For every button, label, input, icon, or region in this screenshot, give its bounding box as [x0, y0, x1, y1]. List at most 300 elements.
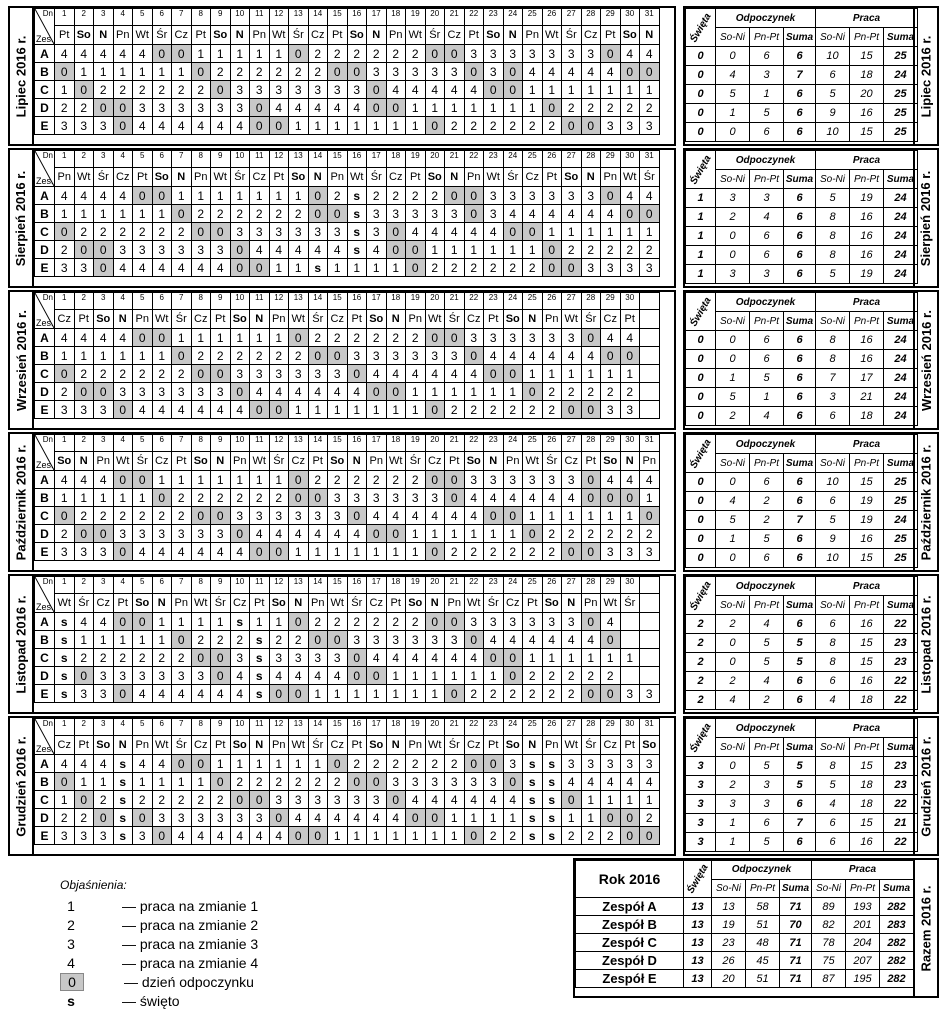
shift-cell: 2	[581, 667, 601, 685]
weekday-cell: Śr	[172, 310, 192, 329]
shift-cell: 1	[484, 525, 504, 543]
shift-cell: 2	[211, 205, 231, 223]
summary-pr_soni: 3	[816, 388, 850, 407]
summary-pr_suma: 25	[884, 492, 918, 511]
weekday-cell: N	[523, 310, 543, 329]
summary-row	[686, 350, 918, 369]
subheader-so_ni: So-Ni	[816, 454, 850, 473]
weekday-cell: Pn	[601, 168, 621, 187]
summary-odp_soni: 5	[716, 511, 750, 530]
shift-cell: 1	[152, 631, 172, 649]
team-label: C	[35, 507, 55, 525]
weekday-cell: Śr	[133, 452, 153, 471]
weekday-cell: Pt	[386, 594, 406, 613]
summary-pr_soni: 6	[816, 814, 850, 833]
year-team-name: Zespół C	[576, 934, 684, 952]
shift-cell: 0	[484, 755, 504, 773]
weekday-cell: Śr	[620, 594, 640, 613]
subheader-suma: Suma	[784, 738, 816, 757]
day-number: 29	[601, 293, 621, 310]
shift-cell: 1	[445, 99, 465, 117]
shift-cell: 2	[230, 63, 250, 81]
subheader-so_ni: So-Ni	[816, 312, 850, 331]
shift-cell: 4	[55, 187, 75, 205]
shift-cell: 1	[386, 543, 406, 561]
corner-cell	[35, 435, 55, 471]
month-table	[34, 576, 660, 703]
shift-cell: 1	[328, 543, 348, 561]
shift-cell: 1	[581, 791, 601, 809]
shift-cell: 1	[347, 401, 367, 419]
summary-odp_pnpt: 6	[750, 246, 784, 265]
summary-odp_suma: 5	[784, 776, 816, 795]
month-label-text: Grudzień 2016 r.	[918, 735, 934, 837]
shift-cell: 1	[308, 401, 328, 419]
shift-cell: 1	[464, 525, 484, 543]
shift-cell: 1	[445, 827, 465, 845]
day-number	[640, 577, 660, 594]
shift-cell: 1	[347, 543, 367, 561]
year-pr_soni: 82	[812, 916, 846, 934]
shift-cell: 1	[601, 365, 621, 383]
subheader-pn_pt: Pn-Pt	[750, 28, 784, 47]
team-row	[35, 827, 660, 845]
shift-cell: 4	[152, 543, 172, 561]
shift-cell: 0	[542, 241, 562, 259]
weekday-cell: Wt	[406, 26, 426, 45]
summary-subheader	[686, 596, 918, 615]
shift-cell: 4	[503, 347, 523, 365]
summary-odp_pnpt: 3	[750, 795, 784, 814]
shift-cell: 0	[542, 99, 562, 117]
shift-cell: 3	[484, 773, 504, 791]
shift-cell: 4	[445, 365, 465, 383]
shift-cell: 1	[172, 773, 192, 791]
shift-cell: 0	[503, 63, 523, 81]
shift-cell: 0	[581, 401, 601, 419]
shift-cell: 3	[406, 489, 426, 507]
summary-row	[686, 246, 918, 265]
shift-cell: 0	[562, 117, 582, 135]
shift-cell: 2	[601, 667, 621, 685]
day-number-row	[35, 719, 660, 736]
shift-cell: 3	[386, 631, 406, 649]
shift-cell: 1	[113, 63, 133, 81]
shift-cell: 1	[542, 365, 562, 383]
shift-cell: 2	[308, 329, 328, 347]
legend-text: — święto	[122, 992, 180, 1009]
shift-cell: 0	[133, 471, 153, 489]
shift-cell: 1	[172, 471, 192, 489]
day-number: 16	[347, 435, 367, 452]
shift-cell: 0	[640, 205, 660, 223]
shift-cell: 0	[74, 383, 94, 401]
summary-odp_suma: 6	[784, 331, 816, 350]
summary-odp_soni: 0	[716, 473, 750, 492]
summary-pr_pnpt: 15	[850, 757, 884, 776]
summary-pr_suma: 23	[884, 634, 918, 653]
weekday-cell: Pn	[308, 594, 328, 613]
shift-cell: 2	[640, 809, 660, 827]
shift-cell: s	[523, 809, 543, 827]
shift-cell: 2	[74, 365, 94, 383]
summary-pr_soni: 10	[816, 549, 850, 568]
shift-cell: 0	[172, 631, 192, 649]
weekday-cell	[640, 594, 660, 613]
shift-cell: 1	[464, 241, 484, 259]
shift-cell: 0	[464, 631, 484, 649]
shift-cell: 1	[133, 631, 153, 649]
year-header	[576, 861, 914, 880]
summary-table	[685, 718, 918, 852]
shift-cell: 3	[211, 525, 231, 543]
shift-cell: s	[55, 613, 75, 631]
year-pr_soni: 89	[812, 898, 846, 916]
shift-cell: 3	[562, 755, 582, 773]
shift-cell: 4	[406, 365, 426, 383]
shift-cell: 2	[601, 827, 621, 845]
shift-cell: 1	[191, 187, 211, 205]
shift-cell: 2	[601, 525, 621, 543]
shift-cell: s	[250, 685, 270, 703]
shift-cell: 4	[152, 755, 172, 773]
shift-cell: s	[230, 613, 250, 631]
weekday-cell: N	[94, 26, 114, 45]
odpoczynek-header: Odpoczynek	[716, 293, 816, 312]
day-number: 22	[464, 719, 484, 736]
shift-cell: 1	[367, 259, 387, 277]
shift-cell: 3	[367, 489, 387, 507]
summary-table	[685, 292, 918, 426]
shift-cell: 3	[230, 809, 250, 827]
shift-cell: 1	[484, 809, 504, 827]
shift-cell: 4	[562, 63, 582, 81]
team-row	[35, 525, 660, 543]
shift-cell: 4	[230, 543, 250, 561]
shift-cell: 1	[55, 489, 75, 507]
shift-cell: s	[55, 667, 75, 685]
shift-cell: 2	[172, 81, 192, 99]
shift-cell: 4	[620, 471, 640, 489]
day-number: 28	[581, 293, 601, 310]
shift-cell: 0	[94, 525, 114, 543]
day-number: 6	[152, 151, 172, 168]
shift-cell: 2	[386, 471, 406, 489]
shift-cell: 2	[172, 489, 192, 507]
shift-cell: 0	[581, 117, 601, 135]
shift-cell: 0	[367, 99, 387, 117]
shift-cell: 1	[406, 667, 426, 685]
day-number: 16	[347, 719, 367, 736]
shift-cell: 4	[269, 383, 289, 401]
shift-cell: 1	[406, 99, 426, 117]
shift-cell: s	[55, 631, 75, 649]
shift-cell: 4	[640, 187, 660, 205]
shift-cell: 2	[113, 649, 133, 667]
dn-label: Dn	[42, 577, 53, 586]
shift-cell: 1	[503, 525, 523, 543]
shift-cell: s	[308, 259, 328, 277]
shift-cell: 3	[503, 755, 523, 773]
shift-cell: 3	[230, 223, 250, 241]
summary-odp_pnpt: 2	[750, 511, 784, 530]
team-label: C	[35, 223, 55, 241]
shift-cell: 2	[542, 401, 562, 419]
shift-cell: 3	[581, 755, 601, 773]
weekday-cell: Śr	[347, 594, 367, 613]
weekday-cell: Pt	[250, 594, 270, 613]
shift-cell: 2	[484, 827, 504, 845]
team-row	[35, 755, 660, 773]
weekday-cell: Wt	[113, 452, 133, 471]
weekday-cell: So	[230, 736, 250, 755]
legend-symbol: 3	[67, 935, 75, 952]
shift-cell: 1	[328, 685, 348, 703]
shift-cell: 4	[406, 791, 426, 809]
month-summary	[683, 432, 939, 572]
shift-cell: 1	[328, 401, 348, 419]
shift-cell: 0	[55, 365, 75, 383]
weekday-cell: Cz	[601, 310, 621, 329]
year-pr_suma: 282	[880, 934, 914, 952]
summary-odp_soni: 0	[716, 549, 750, 568]
shift-cell: 4	[367, 507, 387, 525]
shift-cell: 1	[406, 401, 426, 419]
shift-cell: 0	[211, 507, 231, 525]
shift-cell: 0	[484, 365, 504, 383]
shift-cell: 4	[601, 63, 621, 81]
subheader-so_ni: So-Ni	[812, 879, 846, 898]
day-number: 11	[250, 435, 270, 452]
swieta-header-text: Święta	[687, 437, 714, 470]
weekday-cell: So	[211, 26, 231, 45]
summary-pr_pnpt: 15	[850, 814, 884, 833]
summary-pr_pnpt: 16	[850, 208, 884, 227]
summary-odp_soni: 3	[716, 795, 750, 814]
summary-row	[686, 511, 918, 530]
shift-cell: 0	[523, 525, 543, 543]
shift-cell: 4	[386, 649, 406, 667]
shift-cell: 1	[542, 223, 562, 241]
weekday-cell: Śr	[503, 168, 523, 187]
swieta-header	[684, 861, 712, 898]
day-number: 1	[55, 435, 75, 452]
shift-cell: 0	[269, 809, 289, 827]
day-number: 4	[113, 293, 133, 310]
shift-cell: 4	[620, 329, 640, 347]
shift-cell: 0	[94, 809, 114, 827]
day-number: 12	[269, 435, 289, 452]
shift-cell: 3	[347, 347, 367, 365]
shift-cell: 2	[113, 365, 133, 383]
summary-pr_soni: 8	[816, 208, 850, 227]
weekday-cell: Pt	[211, 736, 231, 755]
month-table	[34, 8, 660, 135]
day-number: 27	[562, 719, 582, 736]
shift-cell: 0	[113, 543, 133, 561]
month-summary	[683, 574, 939, 714]
shift-cell: 2	[523, 543, 543, 561]
legend-text: — praca na zmianie 1	[122, 897, 259, 914]
shift-cell: 1	[289, 187, 309, 205]
shift-cell: 3	[503, 329, 523, 347]
day-number: 10	[230, 719, 250, 736]
shift-cell: 1	[445, 525, 465, 543]
shift-cell: 4	[230, 827, 250, 845]
weekday-cell: Pt	[172, 452, 192, 471]
shift-cell: 0	[55, 223, 75, 241]
team-label: D	[35, 99, 55, 117]
shift-cell: 1	[406, 117, 426, 135]
shift-cell: 4	[601, 613, 621, 631]
praca-header: Praca	[816, 293, 918, 312]
shift-cell: 2	[74, 223, 94, 241]
day-number: 21	[445, 719, 465, 736]
shift-cell: 1	[425, 685, 445, 703]
day-number: 13	[289, 293, 309, 310]
shift-cell: 4	[191, 401, 211, 419]
shift-cell: 0	[191, 365, 211, 383]
summary-odp_suma: 6	[784, 691, 816, 710]
month-label	[10, 576, 34, 712]
shift-cell: 1	[191, 45, 211, 63]
shift-cell: 2	[152, 81, 172, 99]
summary-odp_pnpt: 3	[750, 265, 784, 284]
weekday-cell: N	[386, 310, 406, 329]
day-number: 27	[562, 577, 582, 594]
weekday-cell: Śr	[425, 26, 445, 45]
month-summary	[683, 148, 939, 288]
summary-header	[686, 9, 918, 28]
team-row	[35, 117, 660, 135]
shift-cell: 1	[347, 827, 367, 845]
summary-pr_pnpt: 16	[850, 833, 884, 852]
year-odp_suma: 71	[780, 970, 812, 988]
shift-cell: s	[113, 791, 133, 809]
day-number: 5	[133, 151, 153, 168]
shift-cell: 4	[386, 81, 406, 99]
shift-cell: 4	[464, 507, 484, 525]
shift-cell: 2	[211, 63, 231, 81]
summary-pr_pnpt: 16	[850, 246, 884, 265]
shift-cell: 3	[191, 383, 211, 401]
summary-odp_suma: 6	[784, 388, 816, 407]
summary-swieta: 0	[686, 104, 716, 123]
summary-pr_soni: 5	[816, 776, 850, 795]
shift-cell: 2	[542, 525, 562, 543]
shift-cell: 0	[425, 809, 445, 827]
summary-odp_suma: 6	[784, 208, 816, 227]
day-number: 24	[503, 577, 523, 594]
day-number: 12	[269, 293, 289, 310]
weekday-cell: Pt	[406, 168, 426, 187]
weekday-cell: Wt	[191, 594, 211, 613]
shift-cell: 2	[425, 187, 445, 205]
shift-cell: 3	[74, 685, 94, 703]
shift-cell: 3	[230, 649, 250, 667]
shift-cell: 0	[347, 507, 367, 525]
summary-swieta: 0	[686, 473, 716, 492]
shift-cell: 1	[269, 471, 289, 489]
day-number: 2	[74, 719, 94, 736]
weekday-cell: Pt	[445, 452, 465, 471]
shift-cell: 3	[269, 81, 289, 99]
shift-cell: 1	[425, 99, 445, 117]
summary-pr_soni: 8	[816, 653, 850, 672]
odpoczynek-header: Odpoczynek	[716, 9, 816, 28]
shift-cell: 0	[620, 63, 640, 81]
weekday-cell: So	[347, 26, 367, 45]
shift-cell: 2	[620, 241, 640, 259]
shift-cell: 1	[367, 401, 387, 419]
year-summary	[573, 858, 939, 998]
weekday-cell: Cz	[464, 736, 484, 755]
summary-pr_soni: 5	[816, 189, 850, 208]
shift-cell: 2	[191, 791, 211, 809]
shift-cell: 4	[133, 755, 153, 773]
shift-cell: 2	[640, 525, 660, 543]
summary-swieta: 0	[686, 369, 716, 388]
summary-odp_suma: 7	[784, 814, 816, 833]
shift-cell: 3	[191, 241, 211, 259]
day-number: 21	[445, 9, 465, 26]
team-label: D	[35, 383, 55, 401]
shift-cell: 3	[406, 347, 426, 365]
shift-cell	[620, 631, 640, 649]
weekday-cell: Pt	[620, 310, 640, 329]
shift-cell: 1	[152, 205, 172, 223]
weekday-cell: Pn	[230, 452, 250, 471]
month-label	[10, 718, 34, 854]
shift-cell: 0	[620, 827, 640, 845]
day-number	[640, 293, 660, 310]
day-number: 9	[211, 435, 231, 452]
shift-cell: 1	[94, 205, 114, 223]
shift-cell: 4	[74, 329, 94, 347]
shift-cell: 4	[133, 259, 153, 277]
year-team-row	[576, 916, 914, 934]
shift-cell: 0	[328, 347, 348, 365]
shift-cell: 1	[523, 507, 543, 525]
day-number: 1	[55, 151, 75, 168]
shift-cell: 1	[74, 205, 94, 223]
shift-cell: 0	[562, 259, 582, 277]
shift-cell: 1	[581, 223, 601, 241]
weekday-cell: Pt	[269, 168, 289, 187]
weekday-cell: So	[269, 594, 289, 613]
shift-cell: 0	[406, 241, 426, 259]
team-label: C	[35, 365, 55, 383]
shift-cell: 0	[94, 383, 114, 401]
summary-odp_pnpt: 5	[750, 833, 784, 852]
day-number: 27	[562, 9, 582, 26]
weekday-cell: So	[406, 594, 426, 613]
summary-table	[685, 150, 918, 284]
subheader-suma: Suma	[784, 596, 816, 615]
shift-cell: 1	[464, 667, 484, 685]
shift-cell: 1	[172, 187, 192, 205]
summary-pr_soni: 5	[816, 265, 850, 284]
subheader-pn_pt: Pn-Pt	[750, 738, 784, 757]
weekday-cell: Cz	[191, 310, 211, 329]
summary-odp_soni: 0	[716, 246, 750, 265]
shift-cell: 3	[55, 117, 75, 135]
shift-cell: 4	[328, 241, 348, 259]
team-row	[35, 809, 660, 827]
weekday-cell: Cz	[172, 26, 192, 45]
shift-cell: 2	[211, 631, 231, 649]
shift-cell: 3	[152, 525, 172, 543]
